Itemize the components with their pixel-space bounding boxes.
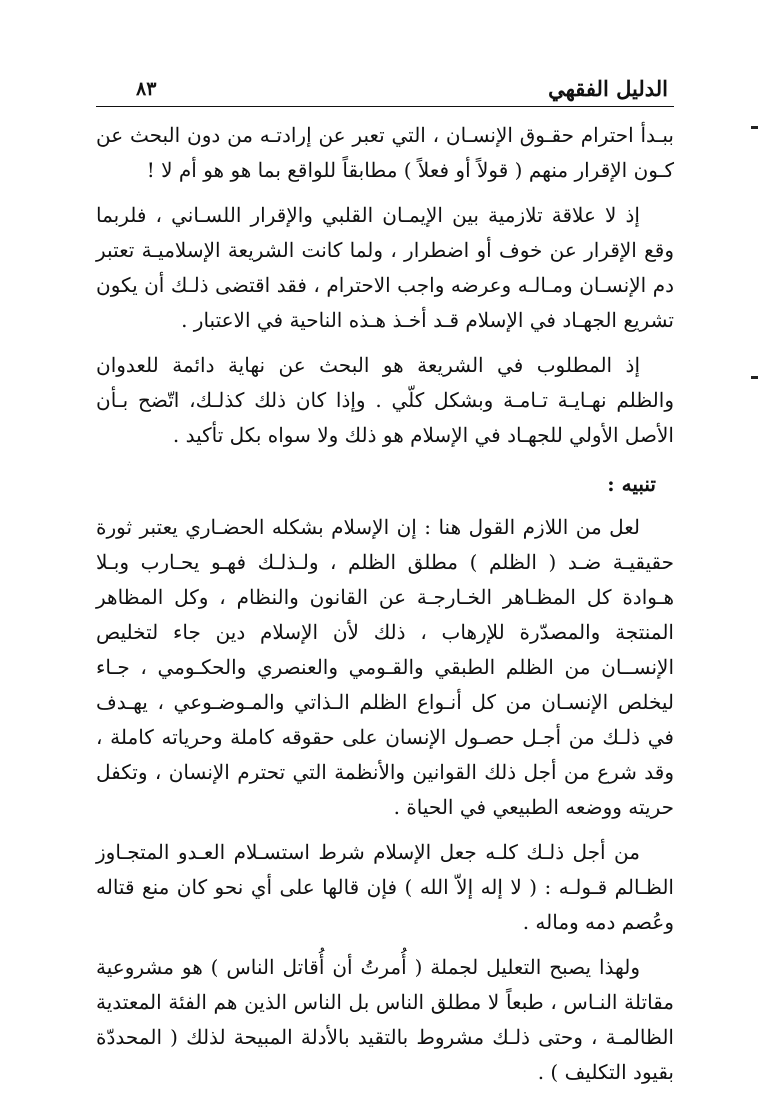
paragraph: ولهذا يصبح التعليل لجملة ( أُمرتُ أن أُقاتل الناس ) هو مشروعية مقاتلة النـاس ، طبعاً لا مطلق الناس بل الناس الذين هم الفئة المعتدية الظالمـة ، وحتى ذلـك مشروط بالتقيد بالأدلة المبيحة لذلك ( المحددّة بقيود التكليف ) . xyxy=(96,955,674,1084)
paragraph: إذ لا علاقة تلازمية بين الإيمـان القلبي والإقرار اللسـاني ، فلربما وقع الإقرار عن خوف أو اضطرار ، ولما كانت الشريعة الإسلاميـة تعتبر دم الإنسـان ومـالـه وعرضه واجب الاحترام ، فقد اقتضى ذلـك أن يكون تشريع الجهـاد في الإسلام قـد أخـذ هـذه الناحية في الاعتبار . xyxy=(96,203,674,332)
page-number: ٨٣ xyxy=(136,78,157,100)
section-heading: تنبيه : xyxy=(607,472,656,496)
page-header xyxy=(96,72,674,107)
paragraph: إذ المطلوب في الشريعة هو البحث عن نهاية دائمة للعدوان والظلم نهـايـة تـامـة وبشكل كلّي . وإذا كان ذلك كذلـك، اتّضح بـأن الأصل الأولي للجهـاد في الإسلام هو ذلك ولا سواه بكل تأكيد . xyxy=(96,353,674,447)
scan-edge-mark xyxy=(751,376,758,379)
running-title: الدليل الفقهي xyxy=(548,76,668,101)
paragraph: من أجل ذلـك كلـه جعل الإسلام شرط استسـلام العـدو المتجـاوز الظـالم قـولـه : ( لا إله إلاّ الله ) فإن قالها على أي نحو كان منع قتاله وعُصم دمه وماله . xyxy=(96,840,674,934)
page-body xyxy=(96,118,674,1100)
scan-edge-mark xyxy=(751,126,758,129)
paragraph: ببـدأ احترام حقـوق الإنسـان ، التي تعبر عن إرادتـه من دون البحث عن كـون الإقرار منهم ( قولاً أو فعلاً ) مطابقاً للواقع بما هو هو أم لا ! xyxy=(96,123,674,182)
paragraph: لعل من اللازم القول هنا : إن الإسلام بشكله الحضـاري يعتبر ثورة حقيقيـة ضـد ( الظلم ) مطلق الظلم ، ولـذلـك فهـو يحـارب وبـلا هـوادة كل المظـاهر الخـارجـة عن القانون والنظام ، وكل المظاهر المنتجة والمصدّرة للإرهاب ، ذلك لأن الإسلام دين جاء لتخليص الإنســان من الظلم الطبقي والقـومي والعنصري والحكـومي ، جـاء ليخلص الإنسـان من كل أنـواع الظلم الـذاتي والمـوضـوعي ، يهـدف في ذلـك من أجـل حصـول الإنسان على حقوقه كاملة وحرياته كاملة ، وقد شرع من أجل ذلك القوانين والأنظمة التي تحترم الإنسان ، وتكفل حريته ووضعه الطبيعي في الحياة . xyxy=(96,515,674,819)
